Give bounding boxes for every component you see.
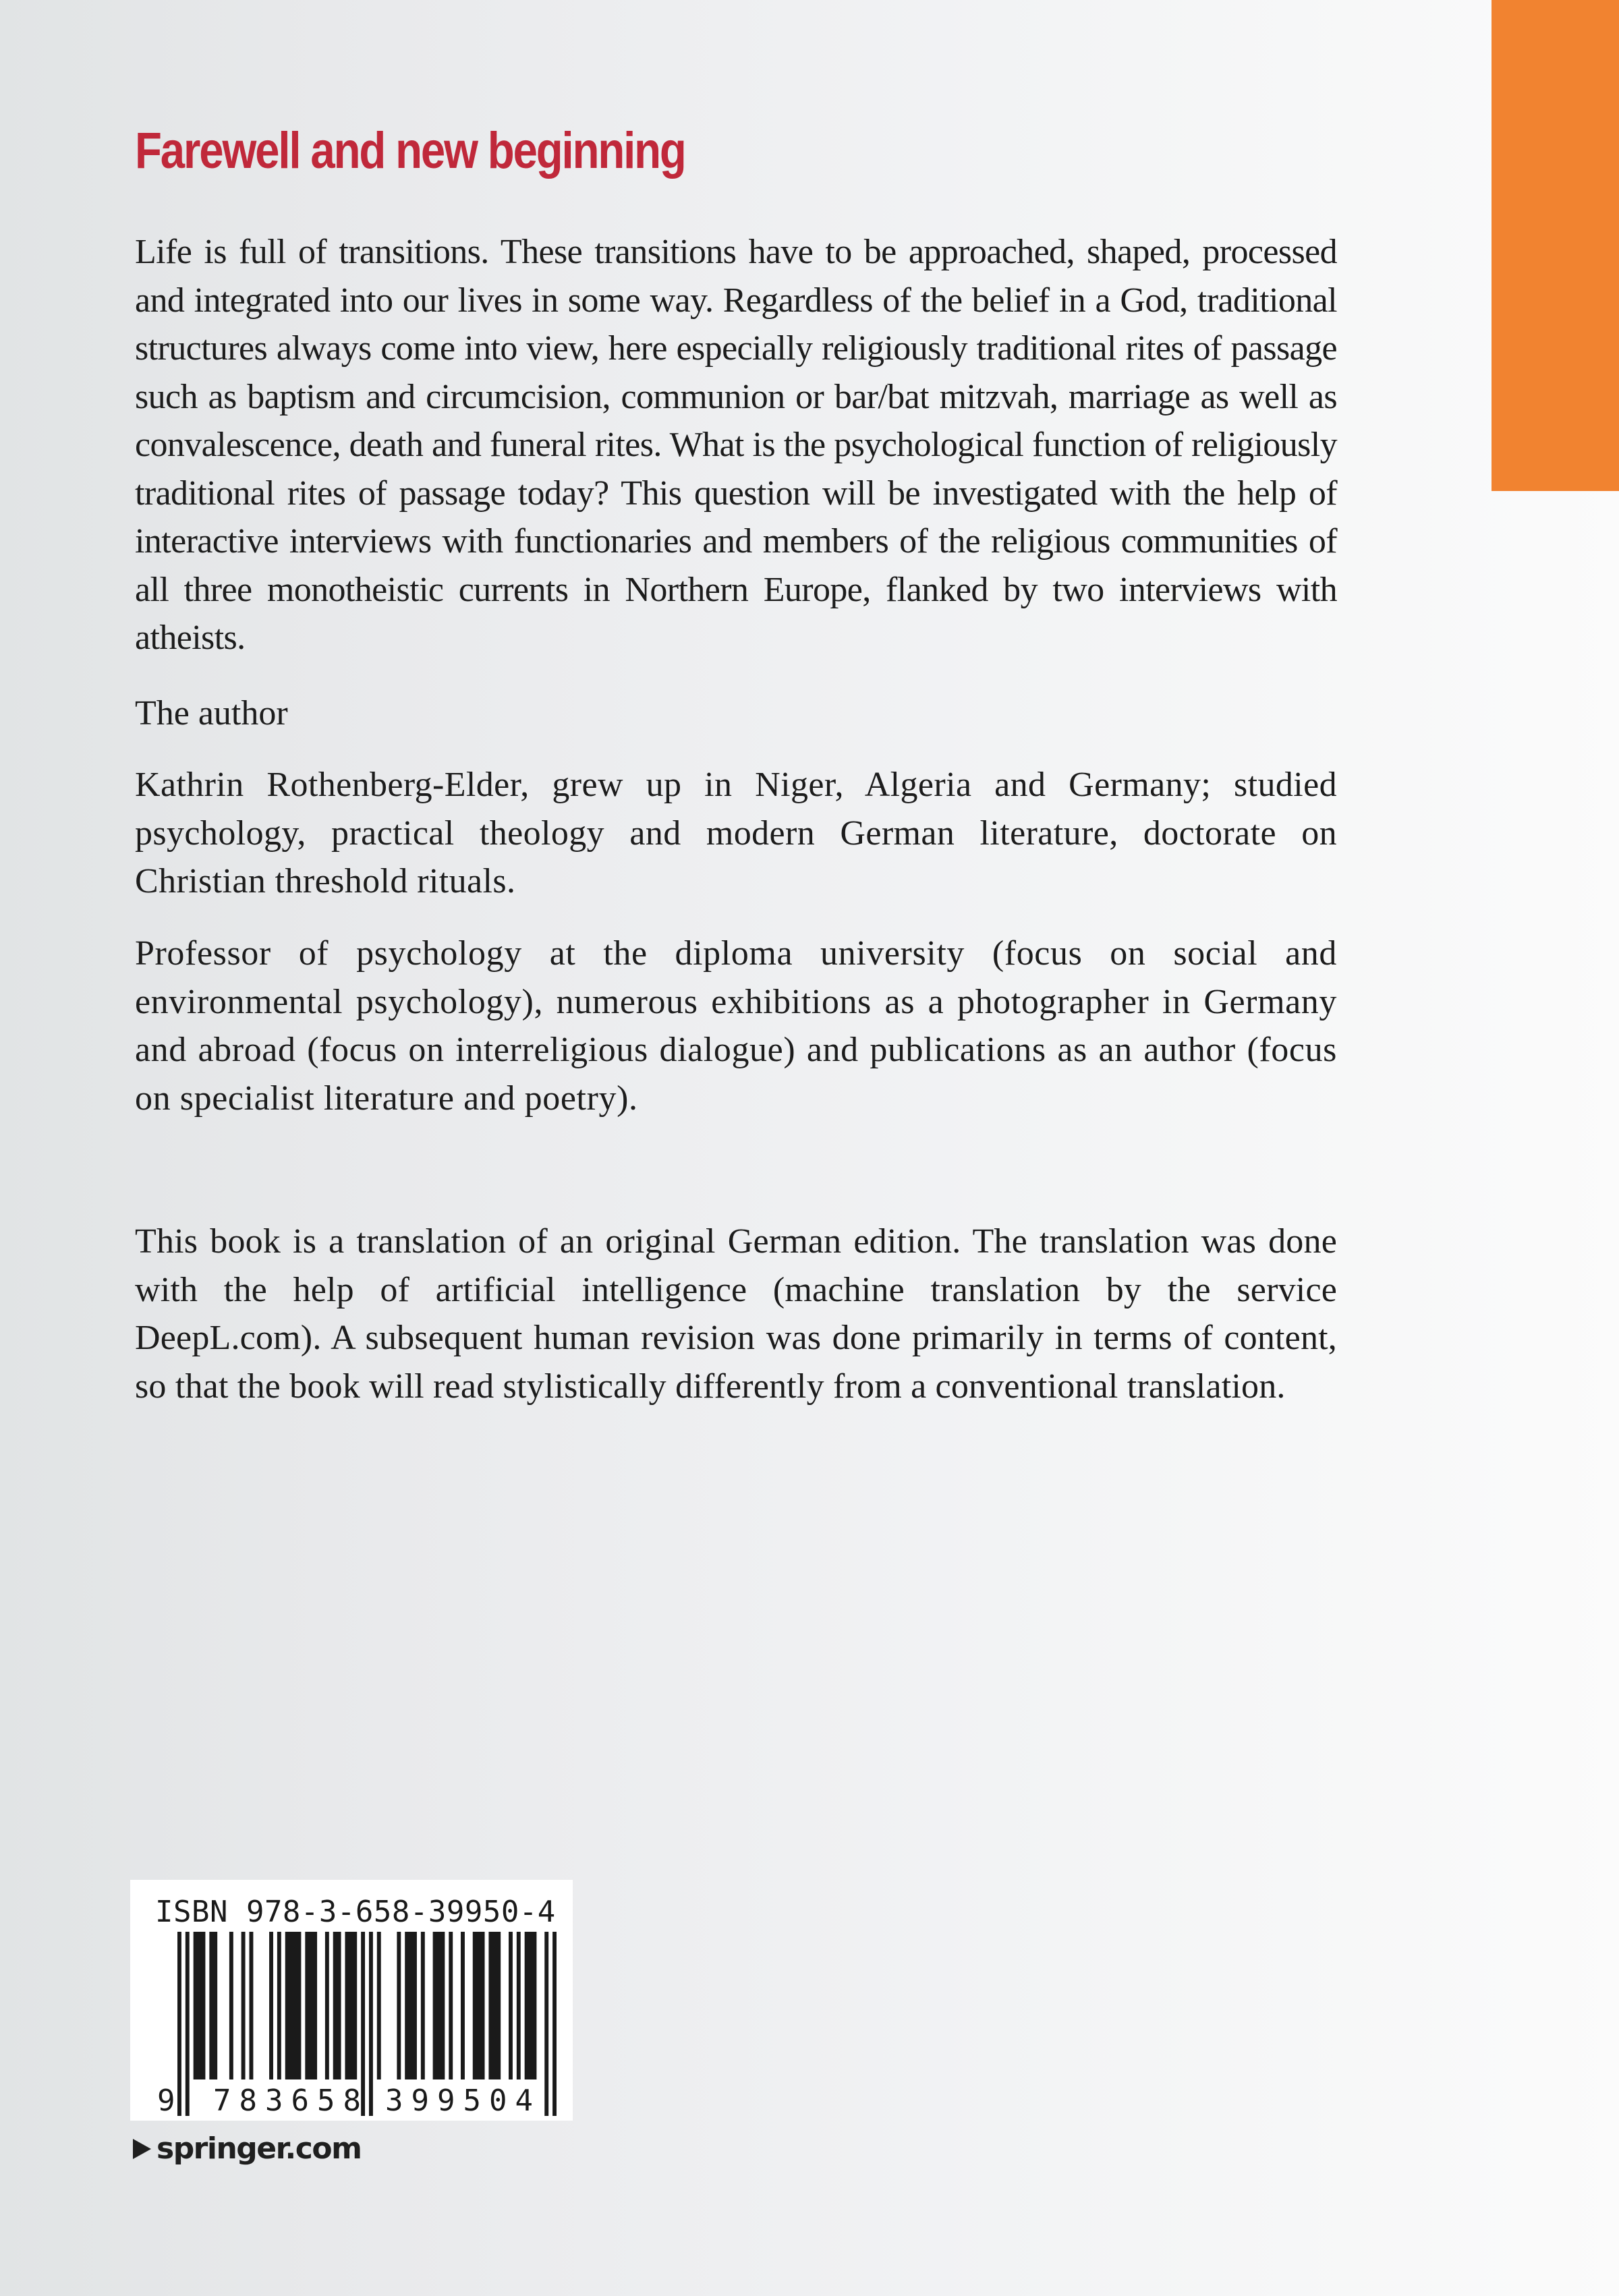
barcode-bar (325, 1932, 329, 2079)
barcode-bar (377, 1932, 381, 2079)
barcode-bar (285, 1932, 302, 2079)
barcode-bar (397, 1932, 401, 2079)
barcode-guard-bar (186, 1932, 190, 2116)
author-bio-paragraph: Professor of psychology at the diploma university (focus on social and environmental psychology), numerous exhibitions as a photographer in Germany and abroad (focus on interreligious dialogue) and publications as an author (focus on specialist literature and poetry). (135, 934, 1337, 1118)
barcode-bar (405, 1932, 417, 2079)
barcode-bar (449, 1932, 453, 2079)
orange-accent-bar (1492, 0, 1619, 491)
barcode-left-digits: 783658 (213, 2084, 369, 2118)
barcode-bar (421, 1932, 425, 2079)
book-title: Farewell and new beginning (135, 122, 685, 179)
barcode-bar (525, 1932, 537, 2079)
barcode (130, 1880, 573, 2121)
barcode-bar (269, 1932, 273, 2079)
barcode-bar (517, 1932, 521, 2079)
springer-link[interactable] (133, 2131, 361, 2166)
barcode-bar (488, 1932, 501, 2079)
blurb-paragraph: Life is full of transitions. These transitions have to be approached, shaped, processed and integrated into our lives in some way. Regardless of the belief in a God, traditional structures always come into view, here especially religiously traditional rites of passage such as baptism and circumcision, communion or bar/bat mitzvah, marriage as well as convalescence, death and funeral rites. What is the psychological function of religiously traditional rites of passage today? This question will be investigated with the help of interactive interviews with functionaries and members of the religious communities of all three monotheistic currents in Northern Europe, flanked by two interviews with atheists. (135, 233, 1337, 657)
author-heading: The author (135, 694, 288, 733)
barcode-bar (194, 1932, 206, 2079)
barcode-bar (433, 1932, 445, 2079)
barcode-bar (509, 1932, 513, 2079)
book-blurb (135, 228, 1337, 662)
barcode-guard-bar (552, 1932, 557, 2116)
translation-note (135, 1217, 1337, 1410)
translation-note-paragraph: This book is a translation of an original German edition. The translation was done with the help of artificial intelligence (machine translation by the service DeepL.com). A subsequent human revision was done primarily in terms of content, so that the book will read stylistically differently from a conventional translation. (135, 1222, 1337, 1406)
springer-link-label: springer.com (157, 2131, 362, 2166)
barcode-bar (461, 1932, 465, 2079)
author-bio-continued (135, 929, 1337, 1122)
barcode-bar (209, 1932, 217, 2079)
author-bio (135, 761, 1337, 906)
barcode-bar (229, 1932, 233, 2079)
barcode-right-digits: 399504 (385, 2084, 541, 2118)
isbn-label: ISBN 978-3-658-39950-4 (155, 1895, 556, 1929)
barcode-guard-bar (177, 1932, 181, 2116)
barcode-guard-bar (544, 1932, 548, 2116)
barcode-guard-bar (369, 1932, 373, 2116)
barcode-bar (249, 1932, 253, 2079)
barcode-bar (277, 1932, 281, 2079)
barcode-bar (473, 1932, 485, 2079)
barcode-bar (333, 1932, 341, 2079)
author-bio-paragraph: Kathrin Rothenberg-Elder, grew up in Niger, Algeria and Germany; studied psychology, practical theology and modern German literature, doctorate on Christian threshold rituals. (135, 766, 1337, 900)
author-section-heading (135, 689, 1337, 738)
barcode-lead-digit: 9 (157, 2084, 175, 2118)
barcode-bar (345, 1932, 357, 2079)
barcode-bar (242, 1932, 246, 2079)
barcode-bar (305, 1932, 317, 2079)
isbn-barcode-box (130, 1880, 573, 2121)
play-arrow-icon (133, 2139, 151, 2159)
